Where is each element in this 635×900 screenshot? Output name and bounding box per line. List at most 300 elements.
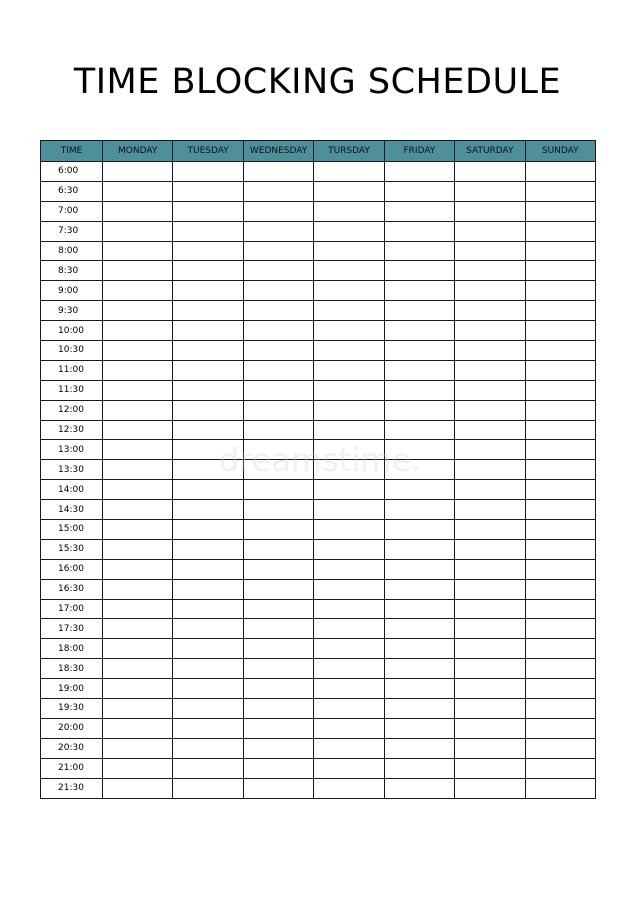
- schedule-slot[interactable]: [103, 400, 173, 420]
- schedule-slot[interactable]: [525, 659, 595, 679]
- schedule-slot[interactable]: [103, 480, 173, 500]
- schedule-slot[interactable]: [314, 559, 384, 579]
- schedule-slot[interactable]: [455, 579, 525, 599]
- schedule-slot[interactable]: [243, 559, 313, 579]
- column-header-wednesday: WEDNESDAY: [243, 141, 313, 162]
- table-row: [41, 221, 596, 241]
- schedule-slot[interactable]: [103, 221, 173, 241]
- time-cell: 11:00: [41, 360, 103, 380]
- schedule-slot[interactable]: [314, 699, 384, 719]
- schedule-slot[interactable]: [525, 261, 595, 281]
- schedule-slot[interactable]: [525, 718, 595, 738]
- schedule-slot[interactable]: [384, 738, 454, 758]
- time-cell: 7:00: [41, 201, 103, 221]
- table-row: [41, 738, 596, 758]
- table-row: [41, 341, 596, 361]
- schedule-slot[interactable]: [525, 778, 595, 798]
- schedule-slot[interactable]: [525, 221, 595, 241]
- time-cell: 6:30: [41, 181, 103, 201]
- time-cell: 8:30: [41, 261, 103, 281]
- schedule-slot[interactable]: [314, 201, 384, 221]
- schedule-slot[interactable]: [103, 619, 173, 639]
- table-row: [41, 261, 596, 281]
- schedule-slot[interactable]: [455, 341, 525, 361]
- schedule-slot[interactable]: [314, 639, 384, 659]
- schedule-slot[interactable]: [314, 301, 384, 321]
- schedule-slot[interactable]: [384, 420, 454, 440]
- schedule-slot[interactable]: [173, 778, 243, 798]
- schedule-slot[interactable]: [314, 579, 384, 599]
- schedule-slot[interactable]: [173, 281, 243, 301]
- column-header-time: TIME: [41, 141, 103, 162]
- schedule-slot[interactable]: [455, 778, 525, 798]
- schedule-slot[interactable]: [525, 420, 595, 440]
- schedule-slot[interactable]: [243, 241, 313, 261]
- time-cell: 15:30: [41, 539, 103, 559]
- time-cell: 12:00: [41, 400, 103, 420]
- schedule-slot[interactable]: [525, 440, 595, 460]
- schedule-slot[interactable]: [103, 281, 173, 301]
- schedule-slot[interactable]: [103, 380, 173, 400]
- schedule-slot[interactable]: [103, 321, 173, 341]
- schedule-slot[interactable]: [103, 261, 173, 281]
- schedule-slot[interactable]: [384, 360, 454, 380]
- schedule-slot[interactable]: [455, 162, 525, 182]
- schedule-slot[interactable]: [525, 162, 595, 182]
- schedule-slot[interactable]: [314, 321, 384, 341]
- schedule-slot[interactable]: [384, 321, 454, 341]
- schedule-slot[interactable]: [384, 758, 454, 778]
- schedule-slot[interactable]: [103, 341, 173, 361]
- schedule-slot[interactable]: [525, 559, 595, 579]
- schedule-slot[interactable]: [103, 639, 173, 659]
- schedule-slot[interactable]: [455, 281, 525, 301]
- schedule-slot[interactable]: [243, 639, 313, 659]
- table-row: [41, 480, 596, 500]
- schedule-slot[interactable]: [384, 460, 454, 480]
- schedule-slot[interactable]: [243, 619, 313, 639]
- table-row: [41, 659, 596, 679]
- schedule-slot[interactable]: [173, 181, 243, 201]
- time-cell: 15:00: [41, 520, 103, 540]
- table-row: [41, 201, 596, 221]
- table-row: [41, 420, 596, 440]
- schedule-slot[interactable]: [384, 639, 454, 659]
- time-cell: 20:00: [41, 718, 103, 738]
- time-cell: 11:30: [41, 380, 103, 400]
- schedule-slot[interactable]: [455, 500, 525, 520]
- schedule-slot[interactable]: [455, 559, 525, 579]
- schedule-slot[interactable]: [314, 281, 384, 301]
- schedule-slot[interactable]: [314, 778, 384, 798]
- schedule-slot[interactable]: [243, 360, 313, 380]
- schedule-slot[interactable]: [314, 360, 384, 380]
- schedule-slot[interactable]: [243, 718, 313, 738]
- schedule-slot[interactable]: [455, 619, 525, 639]
- time-cell: 18:30: [41, 659, 103, 679]
- schedule-slot[interactable]: [455, 758, 525, 778]
- table-row: [41, 162, 596, 182]
- schedule-slot[interactable]: [243, 261, 313, 281]
- time-cell: 21:00: [41, 758, 103, 778]
- schedule-slot[interactable]: [455, 321, 525, 341]
- schedule-slot[interactable]: [455, 599, 525, 619]
- column-header-saturday: SATURDAY: [455, 141, 525, 162]
- time-cell: 6:00: [41, 162, 103, 182]
- schedule-slot[interactable]: [314, 679, 384, 699]
- table-row: [41, 539, 596, 559]
- schedule-slot[interactable]: [173, 599, 243, 619]
- schedule-slot[interactable]: [314, 380, 384, 400]
- schedule-slot[interactable]: [243, 162, 313, 182]
- schedule-slot[interactable]: [173, 221, 243, 241]
- schedule-slot[interactable]: [243, 579, 313, 599]
- schedule-slot[interactable]: [525, 301, 595, 321]
- schedule-slot[interactable]: [103, 679, 173, 699]
- table-row: [41, 321, 596, 341]
- schedule-slot[interactable]: [384, 778, 454, 798]
- schedule-slot[interactable]: [173, 480, 243, 500]
- schedule-slot[interactable]: [173, 380, 243, 400]
- schedule-slot[interactable]: [103, 758, 173, 778]
- schedule-slot[interactable]: [525, 619, 595, 639]
- schedule-slot[interactable]: [314, 758, 384, 778]
- schedule-slot[interactable]: [103, 440, 173, 460]
- schedule-slot[interactable]: [173, 301, 243, 321]
- schedule-slot[interactable]: [173, 440, 243, 460]
- schedule-slot[interactable]: [314, 520, 384, 540]
- table-row: [41, 500, 596, 520]
- time-cell: 17:30: [41, 619, 103, 639]
- schedule-slot[interactable]: [314, 261, 384, 281]
- schedule-slot[interactable]: [525, 201, 595, 221]
- time-cell: 16:30: [41, 579, 103, 599]
- schedule-slot[interactable]: [103, 579, 173, 599]
- schedule-slot[interactable]: [173, 619, 243, 639]
- column-header-monday: MONDAY: [103, 141, 173, 162]
- schedule-slot[interactable]: [384, 718, 454, 738]
- schedule-slot[interactable]: [384, 579, 454, 599]
- schedule-slot[interactable]: [173, 400, 243, 420]
- schedule-slot[interactable]: [384, 162, 454, 182]
- table-row: [41, 301, 596, 321]
- schedule-slot[interactable]: [384, 440, 454, 460]
- table-row: [41, 699, 596, 719]
- schedule-slot[interactable]: [384, 679, 454, 699]
- table-row: [41, 241, 596, 261]
- schedule-slot[interactable]: [525, 360, 595, 380]
- schedule-slot[interactable]: [173, 460, 243, 480]
- schedule-slot[interactable]: [103, 778, 173, 798]
- schedule-slot[interactable]: [455, 679, 525, 699]
- schedule-slot[interactable]: [243, 341, 313, 361]
- schedule-slot[interactable]: [384, 181, 454, 201]
- schedule-slot[interactable]: [525, 380, 595, 400]
- schedule-slot[interactable]: [243, 460, 313, 480]
- schedule-slot[interactable]: [103, 559, 173, 579]
- schedule-slot[interactable]: [314, 241, 384, 261]
- table-row: [41, 440, 596, 460]
- time-cell: 14:00: [41, 480, 103, 500]
- schedule-slot[interactable]: [103, 241, 173, 261]
- schedule-slot[interactable]: [173, 758, 243, 778]
- schedule-slot[interactable]: [384, 400, 454, 420]
- schedule-slot[interactable]: [525, 738, 595, 758]
- schedule-slot[interactable]: [384, 699, 454, 719]
- schedule-slot[interactable]: [455, 201, 525, 221]
- time-cell: 13:30: [41, 460, 103, 480]
- schedule-body: [41, 162, 596, 799]
- schedule-slot[interactable]: [314, 181, 384, 201]
- schedule-slot[interactable]: [455, 400, 525, 420]
- time-cell: 9:00: [41, 281, 103, 301]
- schedule-slot[interactable]: [314, 659, 384, 679]
- schedule-slot[interactable]: [243, 758, 313, 778]
- schedule-slot[interactable]: [314, 162, 384, 182]
- table-row: [41, 619, 596, 639]
- schedule-slot[interactable]: [243, 659, 313, 679]
- time-cell: 12:30: [41, 420, 103, 440]
- schedule-slot[interactable]: [243, 281, 313, 301]
- schedule-slot[interactable]: [173, 559, 243, 579]
- schedule-slot[interactable]: [243, 400, 313, 420]
- schedule-slot[interactable]: [314, 599, 384, 619]
- schedule-slot[interactable]: [173, 201, 243, 221]
- time-cell: 20:30: [41, 738, 103, 758]
- schedule-slot[interactable]: [525, 699, 595, 719]
- schedule-slot[interactable]: [173, 699, 243, 719]
- schedule-slot[interactable]: [243, 440, 313, 460]
- schedule-slot[interactable]: [173, 241, 243, 261]
- schedule-slot[interactable]: [173, 659, 243, 679]
- schedule-slot[interactable]: [384, 261, 454, 281]
- schedule-slot[interactable]: [384, 539, 454, 559]
- schedule-slot[interactable]: [103, 181, 173, 201]
- schedule-slot[interactable]: [525, 599, 595, 619]
- schedule-slot[interactable]: [103, 420, 173, 440]
- table-row: [41, 559, 596, 579]
- schedule-slot[interactable]: [173, 639, 243, 659]
- column-header-tuesday: TUESDAY: [173, 141, 243, 162]
- schedule-slot[interactable]: [314, 539, 384, 559]
- schedule-slot[interactable]: [243, 520, 313, 540]
- table-row: [41, 520, 596, 540]
- schedule-slot[interactable]: [103, 738, 173, 758]
- schedule-slot[interactable]: [173, 360, 243, 380]
- schedule-slot[interactable]: [455, 440, 525, 460]
- schedule-slot[interactable]: [314, 341, 384, 361]
- schedule-slot[interactable]: [173, 420, 243, 440]
- schedule-slot[interactable]: [243, 420, 313, 440]
- schedule-slot[interactable]: [243, 599, 313, 619]
- schedule-slot[interactable]: [103, 599, 173, 619]
- schedule-slot[interactable]: [314, 460, 384, 480]
- schedule-slot[interactable]: [243, 679, 313, 699]
- schedule-slot[interactable]: [173, 162, 243, 182]
- schedule-slot[interactable]: [455, 241, 525, 261]
- schedule-slot[interactable]: [103, 360, 173, 380]
- schedule-slot[interactable]: [384, 559, 454, 579]
- schedule-slot[interactable]: [384, 281, 454, 301]
- schedule-slot[interactable]: [525, 400, 595, 420]
- schedule-slot[interactable]: [455, 480, 525, 500]
- schedule-slot[interactable]: [455, 539, 525, 559]
- schedule-slot[interactable]: [455, 659, 525, 679]
- schedule-slot[interactable]: [173, 321, 243, 341]
- schedule-slot[interactable]: [384, 480, 454, 500]
- schedule-slot[interactable]: [455, 261, 525, 281]
- schedule-slot[interactable]: [243, 699, 313, 719]
- schedule-slot[interactable]: [455, 460, 525, 480]
- schedule-slot[interactable]: [384, 619, 454, 639]
- time-cell: 19:30: [41, 699, 103, 719]
- schedule-slot[interactable]: [243, 500, 313, 520]
- schedule-slot[interactable]: [243, 181, 313, 201]
- schedule-slot[interactable]: [243, 480, 313, 500]
- schedule-slot[interactable]: [525, 758, 595, 778]
- schedule-slot[interactable]: [314, 500, 384, 520]
- schedule-slot[interactable]: [525, 460, 595, 480]
- schedule-slot[interactable]: [173, 520, 243, 540]
- schedule-slot[interactable]: [173, 539, 243, 559]
- schedule-slot[interactable]: [525, 181, 595, 201]
- table-row: [41, 718, 596, 738]
- column-header-thursday: TURSDAY: [314, 141, 384, 162]
- schedule-slot[interactable]: [384, 659, 454, 679]
- schedule-slot[interactable]: [243, 380, 313, 400]
- schedule-slot[interactable]: [173, 679, 243, 699]
- table-row: [41, 380, 596, 400]
- time-cell: 8:00: [41, 241, 103, 261]
- column-header-friday: FRIDAY: [384, 141, 454, 162]
- table-row: [41, 400, 596, 420]
- schedule-slot[interactable]: [314, 440, 384, 460]
- schedule-slot[interactable]: [243, 738, 313, 758]
- schedule-slot[interactable]: [314, 420, 384, 440]
- time-cell: 10:30: [41, 341, 103, 361]
- schedule-slot[interactable]: [173, 579, 243, 599]
- schedule-slot[interactable]: [103, 699, 173, 719]
- time-cell: 10:00: [41, 321, 103, 341]
- schedule-slot[interactable]: [314, 718, 384, 738]
- schedule-slot[interactable]: [103, 520, 173, 540]
- schedule-slot[interactable]: [525, 281, 595, 301]
- schedule-slot[interactable]: [525, 539, 595, 559]
- schedule-slot[interactable]: [103, 162, 173, 182]
- schedule-slot[interactable]: [384, 221, 454, 241]
- schedule-slot[interactable]: [455, 181, 525, 201]
- schedule-slot[interactable]: [173, 718, 243, 738]
- schedule-slot[interactable]: [103, 659, 173, 679]
- schedule-slot[interactable]: [525, 679, 595, 699]
- schedule-slot[interactable]: [384, 380, 454, 400]
- time-cell: 14:30: [41, 500, 103, 520]
- table-row: [41, 639, 596, 659]
- schedule-slot[interactable]: [103, 201, 173, 221]
- time-cell: 9:30: [41, 301, 103, 321]
- schedule-table: [40, 140, 596, 799]
- schedule-slot[interactable]: [314, 400, 384, 420]
- schedule-slot[interactable]: [103, 718, 173, 738]
- schedule-slot[interactable]: [243, 539, 313, 559]
- schedule-slot[interactable]: [525, 520, 595, 540]
- schedule-slot[interactable]: [384, 241, 454, 261]
- table-row: [41, 281, 596, 301]
- schedule-slot[interactable]: [314, 480, 384, 500]
- schedule-slot[interactable]: [525, 480, 595, 500]
- schedule-slot[interactable]: [455, 639, 525, 659]
- time-cell: 16:00: [41, 559, 103, 579]
- table-row: [41, 360, 596, 380]
- schedule-slot[interactable]: [243, 221, 313, 241]
- table-row: [41, 181, 596, 201]
- table-row: [41, 460, 596, 480]
- table-row: [41, 778, 596, 798]
- schedule-slot[interactable]: [243, 201, 313, 221]
- table-row: [41, 599, 596, 619]
- schedule-slot[interactable]: [384, 201, 454, 221]
- schedule-slot[interactable]: [455, 380, 525, 400]
- watermark: dreamstime.: [218, 441, 422, 479]
- schedule-slot[interactable]: [243, 301, 313, 321]
- schedule-slot[interactable]: [525, 341, 595, 361]
- schedule-slot[interactable]: [103, 460, 173, 480]
- schedule-slot[interactable]: [314, 221, 384, 241]
- schedule-slot[interactable]: [314, 738, 384, 758]
- schedule-slot[interactable]: [455, 699, 525, 719]
- schedule-slot[interactable]: [455, 221, 525, 241]
- schedule-slot[interactable]: [314, 619, 384, 639]
- schedule-slot[interactable]: [455, 738, 525, 758]
- schedule-slot[interactable]: [384, 500, 454, 520]
- time-cell: 21:30: [41, 778, 103, 798]
- schedule-slot[interactable]: [173, 261, 243, 281]
- schedule-slot[interactable]: [384, 520, 454, 540]
- time-cell: 19:00: [41, 679, 103, 699]
- table-row: [41, 579, 596, 599]
- schedule-slot[interactable]: [173, 738, 243, 758]
- table-row: [41, 758, 596, 778]
- schedule-slot[interactable]: [384, 599, 454, 619]
- schedule-slot[interactable]: [243, 778, 313, 798]
- time-cell: 13:00: [41, 440, 103, 460]
- schedule-slot[interactable]: [525, 579, 595, 599]
- schedule-slot[interactable]: [103, 301, 173, 321]
- schedule-slot[interactable]: [525, 500, 595, 520]
- schedule-slot[interactable]: [455, 301, 525, 321]
- time-cell: 18:00: [41, 639, 103, 659]
- schedule-slot[interactable]: [525, 241, 595, 261]
- time-cell: 17:00: [41, 599, 103, 619]
- schedule-slot[interactable]: [455, 420, 525, 440]
- schedule-slot[interactable]: [525, 639, 595, 659]
- schedule-slot[interactable]: [525, 321, 595, 341]
- schedule-slot[interactable]: [455, 718, 525, 738]
- schedule-slot[interactable]: [243, 321, 313, 341]
- table-row: [41, 679, 596, 699]
- time-cell: 7:30: [41, 221, 103, 241]
- schedule-slot[interactable]: [103, 539, 173, 559]
- schedule-slot[interactable]: [455, 520, 525, 540]
- schedule-slot[interactable]: [173, 341, 243, 361]
- page-title: TIME BLOCKING SCHEDULE: [73, 62, 562, 102]
- schedule-slot[interactable]: [455, 360, 525, 380]
- schedule-slot[interactable]: [103, 500, 173, 520]
- schedule-slot[interactable]: [173, 500, 243, 520]
- schedule-slot[interactable]: [384, 301, 454, 321]
- schedule-slot[interactable]: [384, 341, 454, 361]
- header-row: [41, 141, 596, 162]
